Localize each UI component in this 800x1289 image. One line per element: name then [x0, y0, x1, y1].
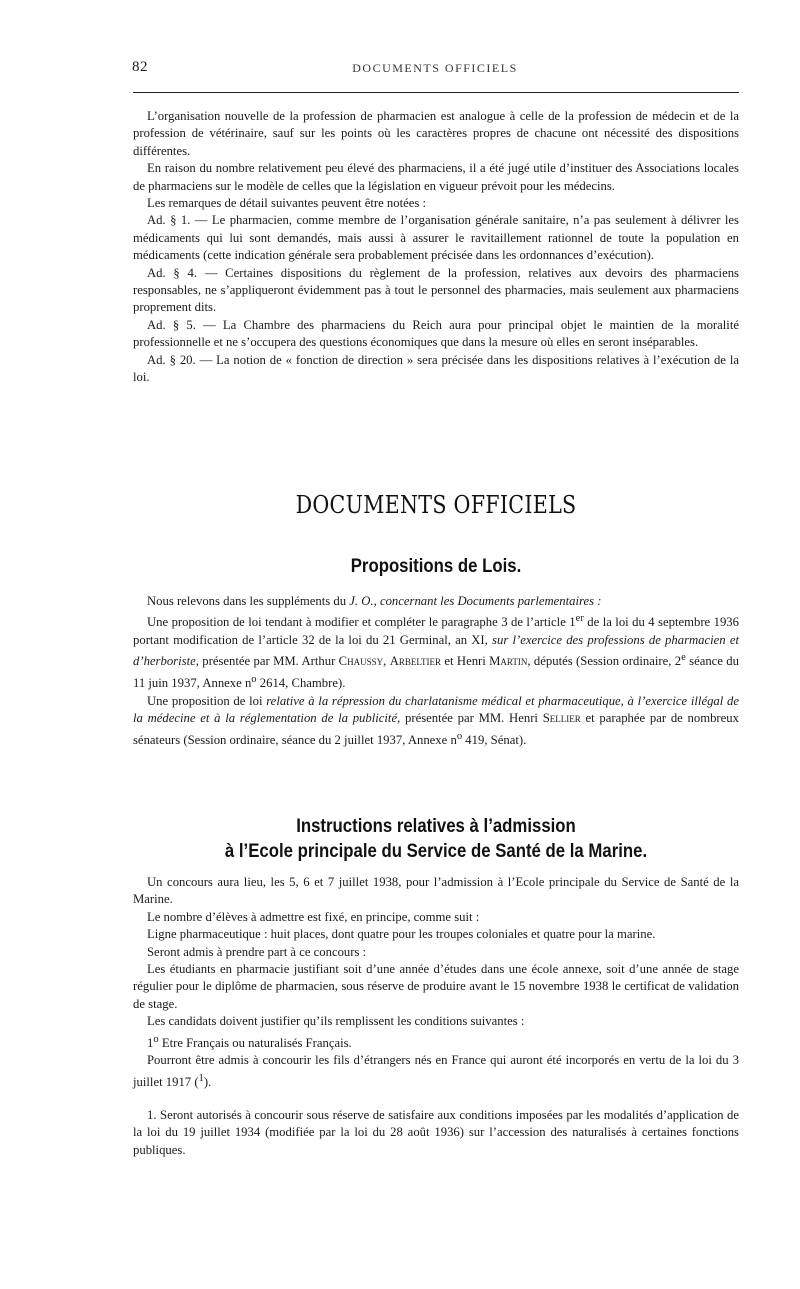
paragraph: 1$^o$ Etre Français ou naturalisés Français.: [147, 1033, 352, 1050]
heading-line: à l’Ecole principale du Service de Santé de la Marine.: [224, 840, 648, 862]
page-number: 82: [132, 59, 148, 75]
propositions-text: [133, 593, 739, 749]
paragraph: Pourront être admis à concourir les fils d’étrangers nés en France qui auront été incorporés en vertu de la loi du 3 juillet 1917 ($^1$).: [133, 1053, 739, 1089]
paragraph: Ad. § 5. — La Chambre des pharmaciens du Reich aura pour principal objet le maintien de la moralité professionnelle et ne s’occupera des questions économiques que dans la mesure où elles en seront inséparables.: [133, 317, 739, 350]
paragraph: Ad. § 4. — Certaines dispositions du règlement de la profession, relatives aux devoirs des pharmaciens responsables, ne s’appliqueront évidemment pas à tout le personnel des pharmacies, mais seulement aux pharmaciens proprement dits.: [133, 265, 739, 315]
paragraph: Le nombre d’élèves à admettre est fixé, en principe, comme suit :: [147, 909, 480, 924]
paragraph: Les remarques de détail suivantes peuvent être notées :: [147, 196, 427, 211]
paragraph: Une proposition de loi tendant à modifier et compléter le paragraphe 3 de l’article 1er de la loi du 4 septembre 1936 portant modification de l’article 32 de la loi du 21 Germinal, an XI, sur l’exercice des professions de pharmacien et d’herboriste, présentée par MM. Arthur Chaussy, Arbeltier et Henri Martin, députés (Session ordinaire, 2e séance du 11 juin 1937, Annexe $n^o$ 2614, Chambre).: [133, 613, 739, 691]
paragraph: Une proposition de loi relative à la répression du charlatanisme médical et pharmaceutique, à l’exercice illégal de la médecine et à la réglementation de la publicité, présentée par MM. Henri Sellier et paraphée par de nombreux sénateurs (Session ordinaire, séance du 2 juillet 1937, Annexe $n^o$ 419, Sénat).: [133, 693, 740, 747]
paragraph: Nous relevons dans les suppléments du J. O., concernant les Documents parlementaires :: [147, 594, 602, 608]
section-heading-instructions: [175, 814, 696, 864]
header-rule: [133, 92, 739, 93]
heading-line: Instructions relatives à l’admission: [296, 815, 576, 837]
footnote-text: 1. Seront autorisés à concourir sous réserve de satisfaire aux conditions imposées par les modalités d’application de la loi du 19 juillet 1934 (modifiée par la loi du 28 août 1936) sur l’accession des naturalisés à certaines fonctions publiques.: [133, 1108, 739, 1157]
paragraph: Les étudiants en pharmacie justifiant soit d’une année d’études dans une école annexe, soit d’une année de stage régulier pour le diplôme de pharmacien, sous réserve de produire avant le 15 novembre 1938 le certificat de validation de stage.: [133, 962, 739, 1011]
section-heading-propositions: Propositions de Lois.: [350, 555, 522, 577]
paragraph: Les candidats doivent justifier qu’ils remplissent les conditions suivantes :: [147, 1014, 525, 1029]
paragraph: Ad. § 20. — La notion de « fonction de direction » sera précisée dans les dispositions relatives à l’exécution de la loi.: [133, 352, 739, 385]
footnote: [133, 1107, 739, 1159]
paragraph: Seront admis à prendre part à ce concours :: [147, 944, 367, 959]
main-title: DOCUMENTS OFFICIELS: [295, 491, 577, 519]
running-title: DOCUMENTS OFFICIELS: [352, 61, 518, 75]
paragraph: En raison du nombre relativement peu élevé des pharmaciens, il a été jugé utile d’instituer des Associations locales de pharmaciens sur le modèle de celles que la législation en vigueur prévoit pour les médecins.: [133, 161, 739, 193]
paragraph: Ligne pharmaceutique : huit places, dont quatre pour les troupes coloniales et quatre pour la marine.: [147, 927, 656, 942]
pharmacist-organisation-text: [133, 108, 739, 387]
paragraph: L’organisation nouvelle de la profession de pharmacien est analogue à celle de la profession de médecin et de la profession de vétérinaire, sauf sur les points où les caractères propres de chacune ont nécessité des dispositions différentes.: [133, 109, 739, 158]
instructions-text: [133, 874, 739, 1091]
paragraph: Ad. § 1. — Le pharmacien, comme membre de l’organisation générale sanitaire, n’a pas seulement à délivrer les médicaments qui lui sont demandés, mais aussi à assurer le ravitaillement rationnel de toute la population en médicaments (cette indication générale sera probablement précisée dans les ordonnances d’exécution).: [133, 213, 739, 263]
paragraph: Un concours aura lieu, les 5, 6 et 7 juillet 1938, pour l’admission à l’Ecole principale du Service de Santé de la Marine.: [133, 875, 739, 907]
